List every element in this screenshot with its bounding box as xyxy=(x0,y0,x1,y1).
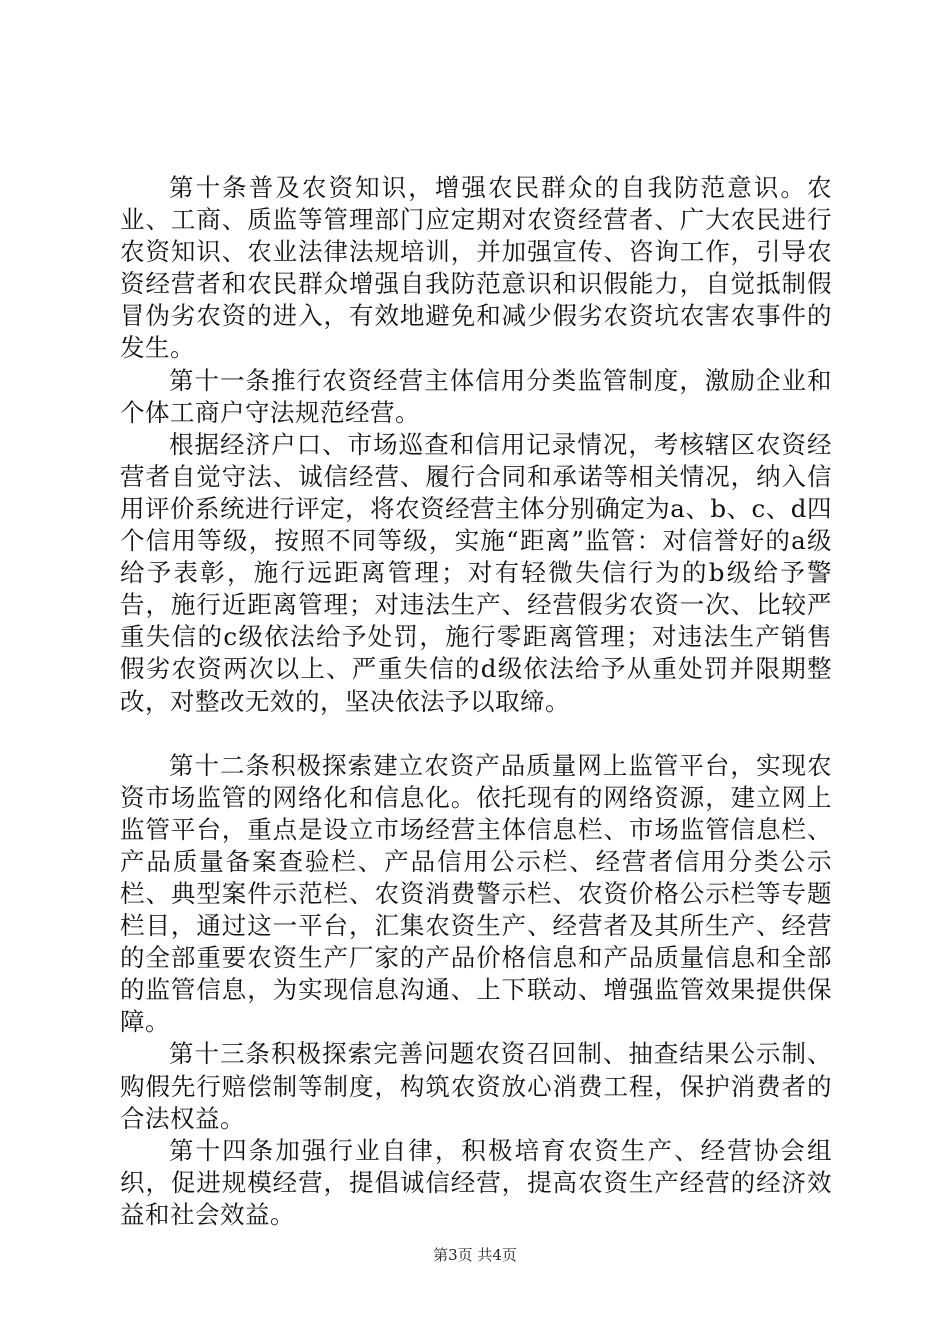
credit-grading-paragraph: 根据经济户口、市场巡查和信用记录情况，考核辖区农资经营者自觉守法、诚信经营、履行合同和承诺等相关情况，纳入信用评价系统进行评定，将农资经营主体分别确定为a、b、c、d四个信用等级，按照不同等级，实施“距离”监管：对信誉好的a级给予表彰，施行远距离管理；对有轻微失信行为的b级给予警告，施行近距离管理；对违法生产、经营假劣农资一次、比较严重失信的c级依法给予处罚，施行零距离管理；对违法生产销售假劣农资两次以上、严重失信的d级依法给予从重处罚并限期整改，对整改无效的，坚决依法予以取缔。 xyxy=(120,429,832,716)
article-12-paragraph: 第十二条积极探索建立农资产品质量网上监管平台，实现农资市场监管的网络化和信息化。依托现有的网络资源，建立网上监管平台，重点是设立市场经营主体信息栏、市场监管信息栏、产品质量备案查验栏、产品信用公示栏、经营者信用分类公示栏、典型案件示范栏、农资消费警示栏、农资价格公示栏等专题栏目，通过这一平台，汇集农资生产、经营者及其所生产、经营的全部重要农资生产厂家的产品价格信息和产品质量信息和全部的监管信息，为实现信息沟通、上下联动、增强监管效果提供保障。 xyxy=(120,750,832,1037)
article-14-paragraph: 第十四条加强行业自律，积极培育农资生产、经营协会组织，促进规模经营，提倡诚信经营，提高农资生产经营的经济效益和社会效益。 xyxy=(120,1135,832,1229)
article-11-paragraph: 第十一条推行农资经营主体信用分类监管制度，激励企业和个体工商户守法规范经营。 xyxy=(120,365,832,427)
page-number-footer: 第3页 共4页 xyxy=(433,1246,517,1264)
article-10-paragraph: 第十条普及农资知识，增强农民群众的自我防范意识。农业、工商、质监等管理部门应定期对农资经营者、广大农民进行农资知识、农业法律法规培训，并加强宣传、咨询工作，引导农资经营者和农民群众增强自我防范意识和识假能力，自觉抵制假冒伪劣农资的进入，有效地避免和减少假劣农资坑农害农事件的发生。 xyxy=(120,173,832,363)
document-body xyxy=(120,172,832,1231)
article-13-paragraph: 第十三条积极探索完善问题农资召回制、抽查结果公示制、购假先行赔偿制等制度，构筑农资放心消费工程，保护消费者的合法权益。 xyxy=(120,1039,832,1133)
